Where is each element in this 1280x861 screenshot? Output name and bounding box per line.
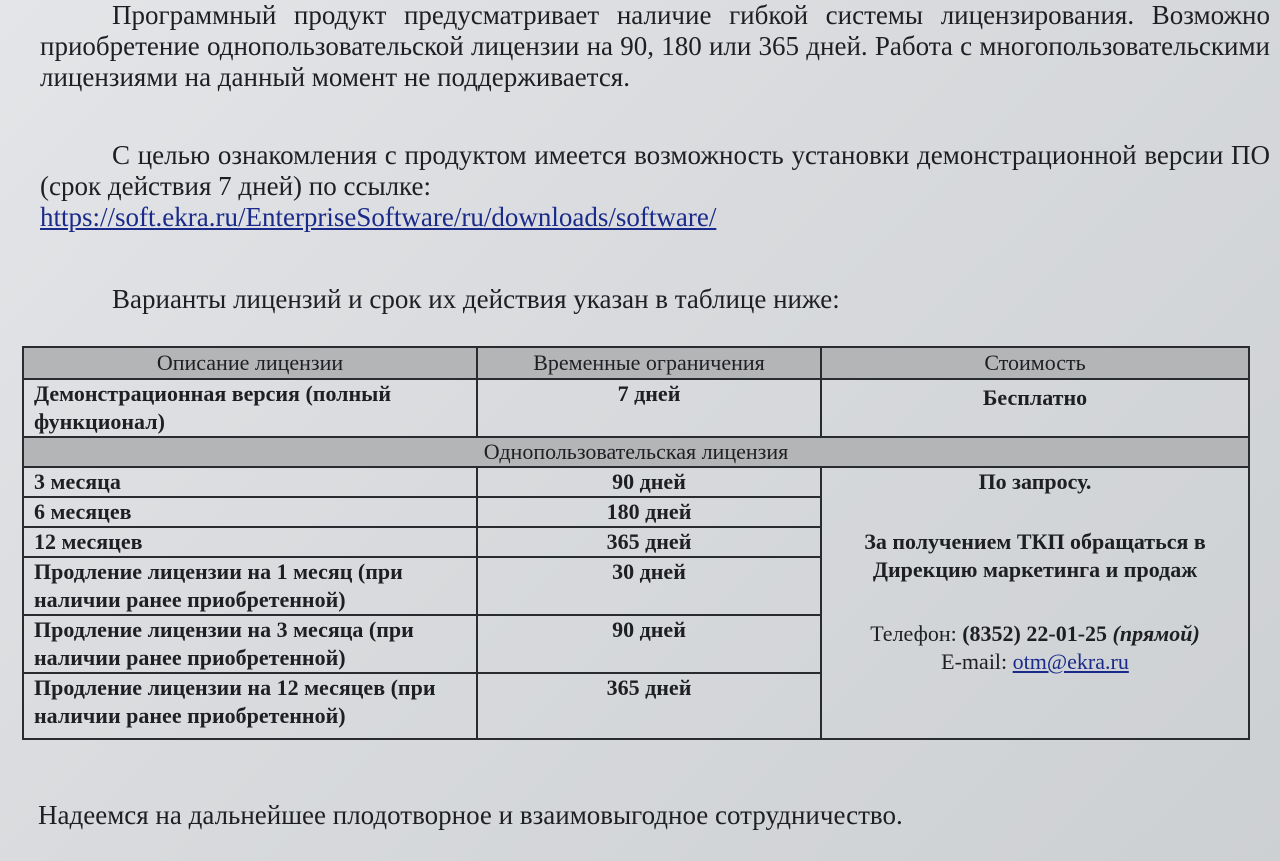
demo-duration: 7 дней — [477, 379, 821, 437]
price-on-request-cell — [821, 467, 1249, 739]
demo-price: Бесплатно — [821, 379, 1249, 437]
row-duration: 365 дней — [477, 673, 821, 739]
row-duration: 180 дней — [477, 497, 821, 527]
phone-note: (прямой) — [1112, 621, 1200, 646]
email-link[interactable]: otm@ekra.ru — [1012, 649, 1129, 674]
licensing-paragraph: Программный продукт предусматривает наличие гибкой системы лицензирования. Возможно приобретение однопользовательской лицензии на 90, 180 или 365 дней. Работа с многопользовательскими лицензиями на данный момент не поддерживается. — [40, 0, 1270, 92]
row-description: 12 месяцев — [23, 527, 477, 557]
price-on-request: По запросу. — [978, 469, 1092, 494]
row-duration: 30 дней — [477, 557, 821, 615]
demo-description: Демонстрационная версия (полный функционал) — [23, 379, 477, 437]
table-row — [23, 467, 1249, 497]
section-title: Однопользовательская лицензия — [23, 437, 1249, 467]
row-duration: 365 дней — [477, 527, 821, 557]
phone-label: Телефон: — [870, 621, 957, 646]
header-duration: Временные ограничения — [477, 347, 821, 379]
row-description: Продление лицензии на 1 месяц (при наличии ранее приобретенной) — [23, 557, 477, 615]
phone-number: (8352) 22-01-25 — [962, 621, 1108, 646]
demo-paragraph: С целью ознакомления с продуктом имеется возможность установки демонстрационной версии ПО (срок действия 7 дней) по ссылке: — [40, 140, 1270, 201]
email-label: E-mail: — [941, 649, 1008, 674]
demo-row — [23, 379, 1249, 437]
email-line — [832, 648, 1238, 676]
row-description: 3 месяца — [23, 467, 477, 497]
license-table — [22, 346, 1250, 740]
row-description: Продление лицензии на 12 месяцев (при наличии ранее приобретенной) — [23, 673, 477, 739]
contact-department: За получением ТКП обращаться в Дирекцию маркетинга и продаж — [864, 529, 1206, 582]
download-link[interactable]: https://soft.ekra.ru/EnterpriseSoftware/ru/downloads/software/ — [40, 202, 717, 232]
header-price: Стоимость — [821, 347, 1249, 379]
closing-paragraph: Надеемся на дальнейшее плодотворное и взаимовыгодное сотрудничество. — [38, 800, 903, 830]
demo-paragraph-block — [40, 140, 1270, 233]
phone-line — [832, 620, 1238, 648]
row-duration: 90 дней — [477, 615, 821, 673]
row-duration: 90 дней — [477, 467, 821, 497]
row-description: Продление лицензии на 3 месяца (при наличии ранее приобретенной) — [23, 615, 477, 673]
table-header-row — [23, 347, 1249, 379]
row-description: 6 месяцев — [23, 497, 477, 527]
section-row — [23, 437, 1249, 467]
header-description: Описание лицензии — [23, 347, 477, 379]
table-intro-paragraph: Варианты лицензий и срок их действия указан в таблице ниже: — [112, 284, 840, 314]
